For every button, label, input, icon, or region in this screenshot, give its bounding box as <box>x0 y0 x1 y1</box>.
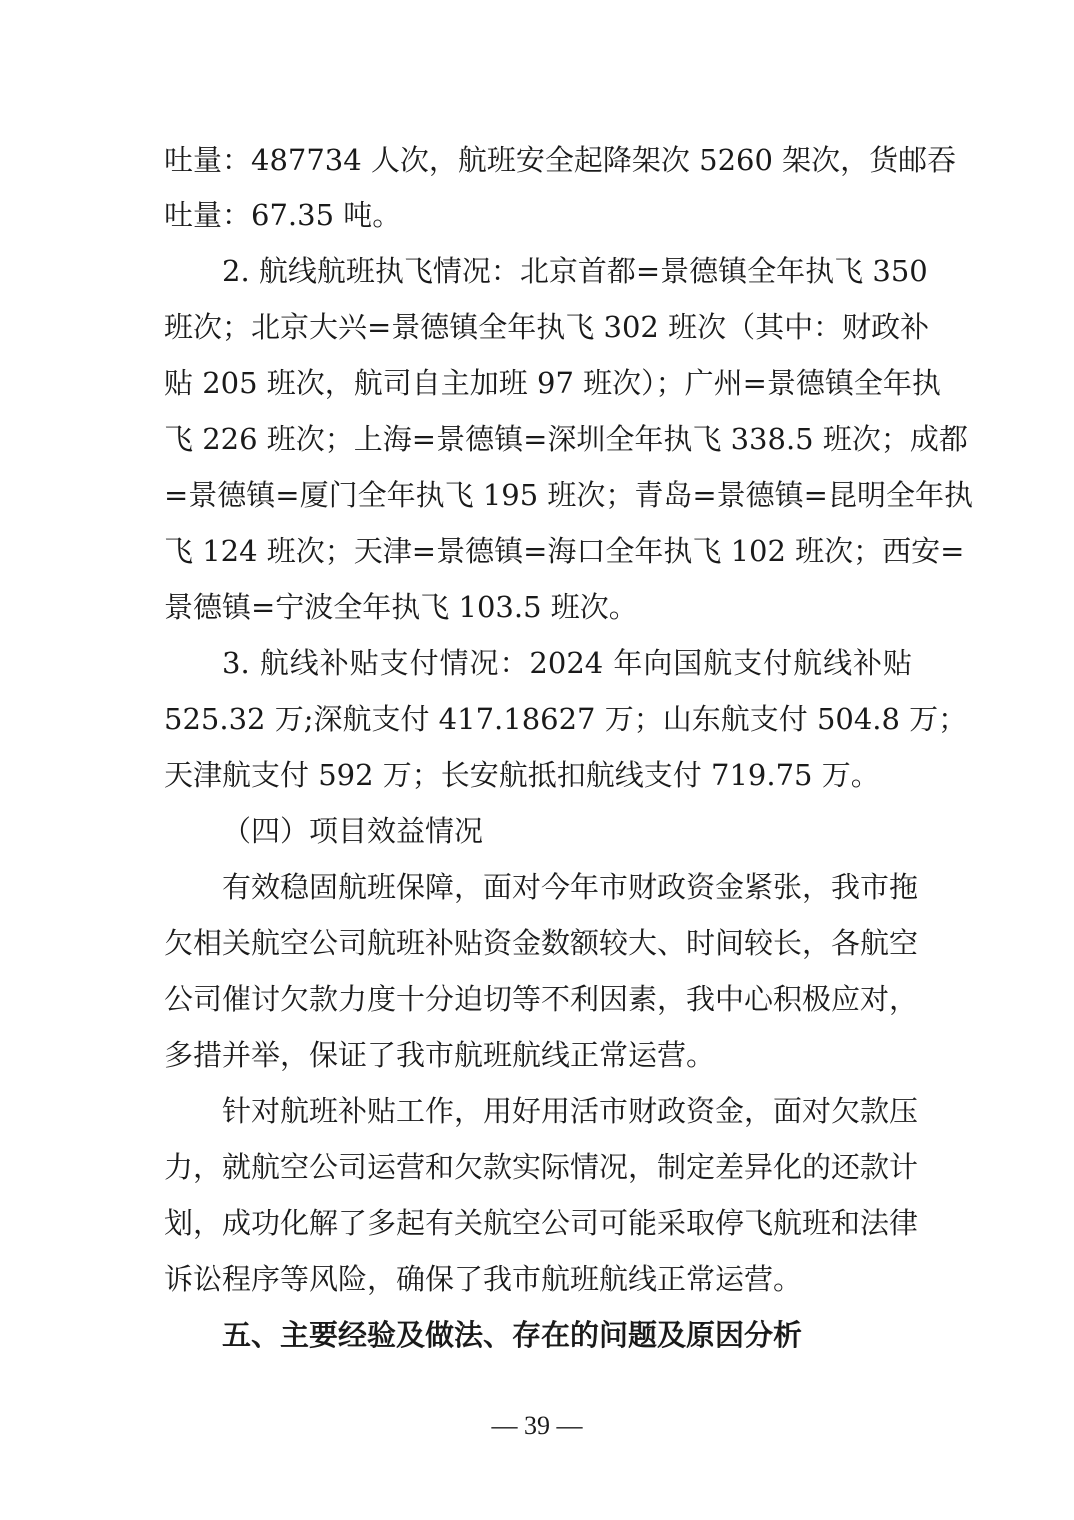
chapter-heading: 五、主要经验及做法、存在的问题及原因分析 <box>222 1318 803 1352</box>
paragraph-line: 针对航班补贴工作，用好用活市财政资金，面对欠款压 <box>222 1094 919 1128</box>
paragraph-line: 525.32 万;深航支付 417.18627 万；山东航支付 504.8 万； <box>164 702 968 736</box>
paragraph-line: 欠相关航空公司航班补贴资金数额较大、时间较长，各航空 <box>164 926 919 960</box>
paragraph-line: =景德镇=厦门全年执飞 195 班次；青岛=景德镇=昆明全年执 <box>164 478 973 512</box>
paragraph-line: 3. 航线补贴支付情况：2024 年向国航支付航线补贴 <box>222 646 912 680</box>
paragraph-line: 多措并举，保证了我市航班航线正常运营。 <box>164 1038 716 1072</box>
paragraph-line: 公司催讨欠款力度十分迫切等不利因素，我中心积极应对， <box>164 982 919 1016</box>
paragraph-line: 划，成功化解了多起有关航空公司可能采取停飞航班和法律 <box>164 1206 919 1240</box>
paragraph-line: 贴 205 班次，航司自主加班 97 班次）；广州=景德镇全年执 <box>164 366 941 400</box>
paragraph-line: 诉讼程序等风险，确保了我市航班航线正常运营。 <box>164 1262 803 1296</box>
paragraph-line: 天津航支付 592 万；长安航抵扣航线支付 719.75 万。 <box>164 758 880 792</box>
paragraph-line: 有效稳固航班保障，面对今年市财政资金紧张，我市拖 <box>222 870 919 904</box>
paragraph-line: 2. 航线航班执飞情况：北京首都=景德镇全年执飞 350 <box>222 254 928 288</box>
paragraph-line: 吐量：67.35 吨。 <box>164 198 402 232</box>
paragraph-line: 景德镇=宁波全年执飞 103.5 班次。 <box>164 590 638 624</box>
section-heading: （四）项目效益情况 <box>222 814 484 848</box>
page-number: — 39 — <box>491 1411 583 1440</box>
paragraph-line: 吐量：487734 人次，航班安全起降架次 5260 架次，货邮吞 <box>164 143 957 177</box>
paragraph-line: 力，就航空公司运营和欠款实际情况，制定差异化的还款计 <box>164 1150 919 1184</box>
paragraph-line: 飞 124 班次；天津=景德镇=海口全年执飞 102 班次；西安= <box>164 534 965 568</box>
paragraph-line: 班次；北京大兴=景德镇全年执飞 302 班次（其中：财政补 <box>164 310 930 344</box>
paragraph-line: 飞 226 班次；上海=景德镇=深圳全年执飞 338.5 班次；成都 <box>164 422 968 456</box>
